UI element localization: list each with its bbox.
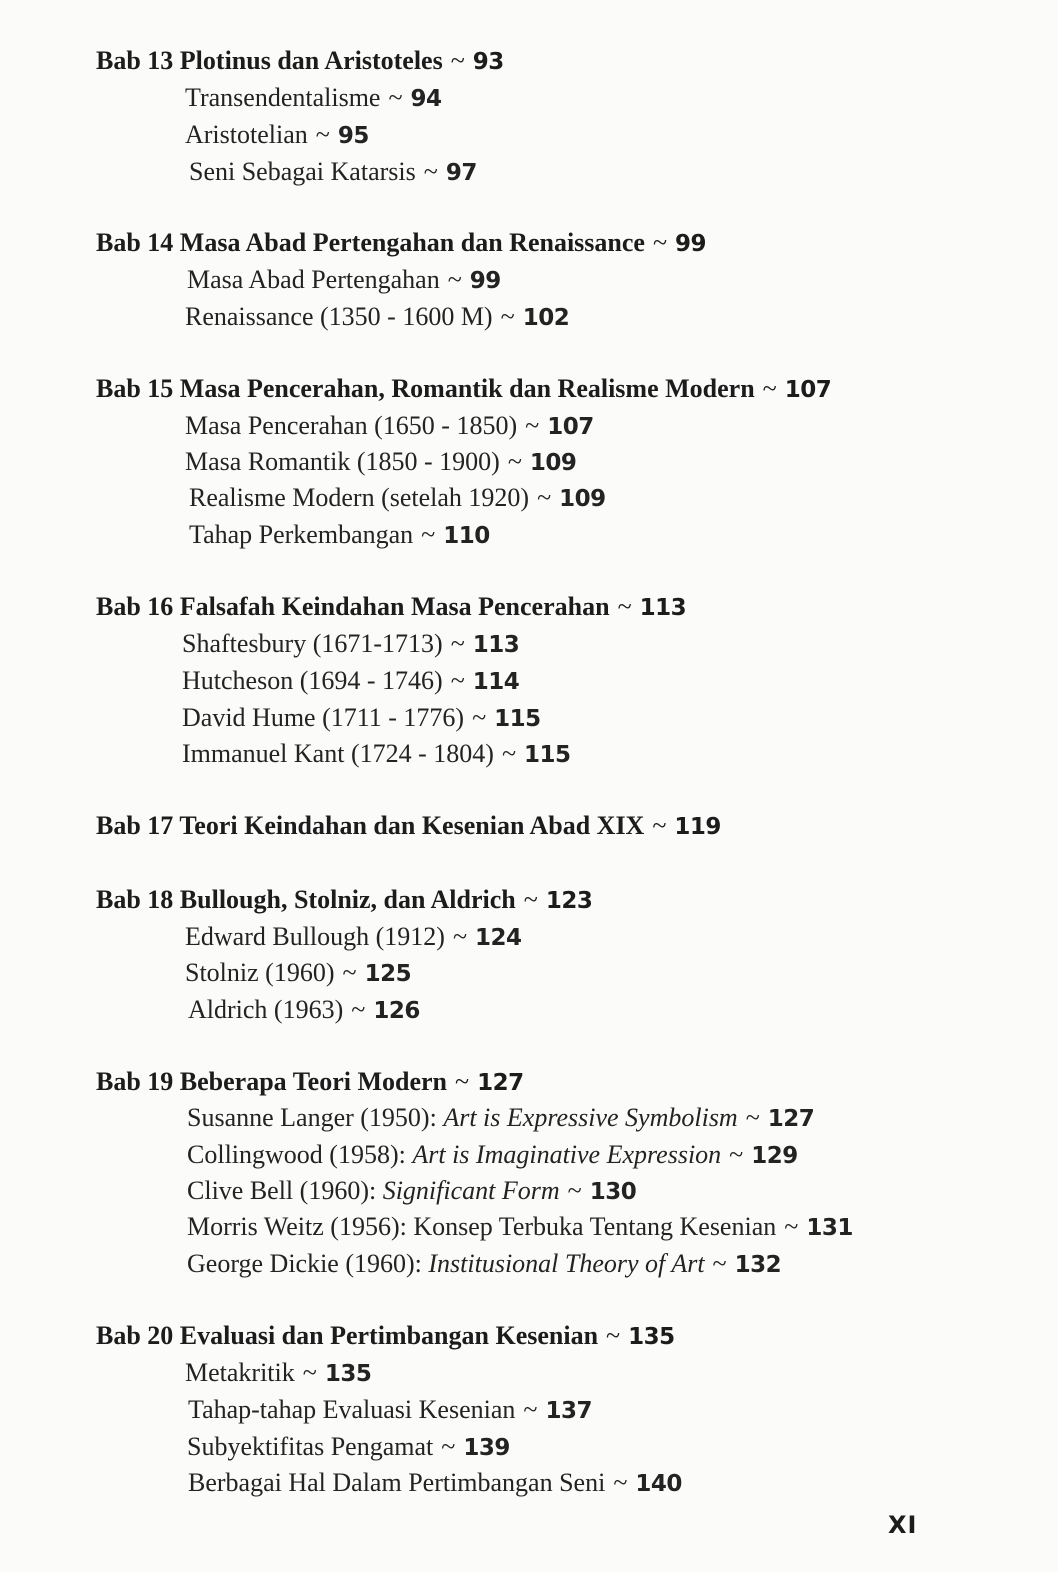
page-number: 119 [674,814,721,840]
page-number: 129 [751,1143,798,1169]
page-number: 115 [524,742,571,768]
page-number: 99 [675,231,707,257]
separator-tilde: ~ [507,447,522,476]
page-number: 107 [547,414,594,440]
separator-tilde: ~ [613,1468,628,1497]
page-number: 107 [784,377,832,403]
chapter-title: Bab 14 Masa Abad Pertengahan dan Renaissance [96,228,645,257]
toc-section [182,739,571,770]
separator-tilde: ~ [441,1432,456,1461]
toc-chapter-15 [96,374,831,405]
separator-tilde: ~ [472,703,487,732]
page-number: 110 [443,523,490,549]
page-number: 113 [472,632,520,658]
page-number: 139 [463,1435,510,1461]
toc-section [182,666,519,697]
toc-chapter-18 [96,885,592,916]
section-title: Seni Sebagai Katarsis [189,157,416,186]
separator-tilde: ~ [537,483,552,512]
page-number: 114 [472,669,520,695]
separator-tilde: ~ [452,922,468,951]
page-number: 109 [559,486,606,512]
page-number: 94 [410,86,442,112]
toc-section [185,922,522,953]
section-title: Clive Bell (1960): [187,1176,377,1205]
section-title: Masa Pencerahan (1650 - 1850) [185,411,518,440]
page-number: 115 [494,706,541,732]
separator-tilde: ~ [501,739,517,768]
toc-section [182,629,519,660]
section-title: Realisme Modern (setelah 1920) [189,483,530,512]
chapter-title: Bab 13 Plotinus dan Aristoteles [96,46,443,75]
toc-chapter-13 [96,46,504,77]
toc-chapter-20 [96,1321,675,1352]
section-title: Immanuel Kant (1724 - 1804) [182,739,494,768]
separator-tilde: ~ [450,46,465,75]
page-number: 135 [628,1324,675,1350]
separator-tilde: ~ [500,302,515,331]
section-title: Masa Abad Pertengahan [187,265,440,294]
toc-section [187,1176,636,1207]
chapter-title: Bab 15 Masa Pencerahan, Romantik dan Realisme Modern [96,374,755,403]
separator-tilde: ~ [712,1249,727,1278]
page-number: 99 [469,268,501,294]
section-title: Subyektifitas Pengamat [187,1432,434,1461]
toc-chapter-16 [96,592,686,623]
toc-section [185,83,442,114]
toc-section [182,703,541,734]
section-title: Tahap-tahap Evaluasi Kesenian [188,1395,516,1424]
chapter-title: Bab 18 Bullough, Stolniz, dan Aldrich [96,885,516,914]
section-title: David Hume (1711 - 1776) [182,703,465,732]
toc-section [189,157,477,188]
toc-section [185,120,369,151]
section-title: Masa Romantik (1850 - 1900) [185,447,500,476]
page-number: 135 [324,1361,372,1387]
separator-tilde: ~ [315,120,330,149]
separator-tilde: ~ [388,83,403,112]
separator-tilde: ~ [423,157,438,186]
page-number: 137 [545,1398,592,1424]
toc-section [185,411,594,442]
separator-tilde: ~ [523,885,538,914]
separator-tilde: ~ [617,592,632,621]
toc-section [187,1249,781,1280]
section-title: Tahap Perkembangan [189,520,414,549]
toc-section [188,995,420,1026]
page-number: 102 [522,305,570,331]
section-title: Morris Weitz (1956): Konsep Terbuka Tentang Kesenian [187,1212,777,1241]
section-title: Stolniz (1960) [185,958,335,987]
page-number: 123 [545,888,593,914]
separator-tilde: ~ [606,1321,621,1350]
separator-tilde: ~ [342,958,357,987]
toc-section [187,1432,510,1463]
page-number: 130 [589,1179,637,1205]
page-number: 132 [734,1252,782,1278]
chapter-title: Bab 17 Teori Keindahan dan Kesenian Abad XIX [96,811,645,840]
section-title: Hutcheson (1694 - 1746) [182,666,443,695]
section-title: Aldrich (1963) [188,995,344,1024]
separator-tilde: ~ [351,995,366,1024]
toc-section [185,1358,371,1389]
toc-chapter-19 [96,1067,524,1098]
toc-section [188,1468,682,1499]
separator-tilde: ~ [455,1067,470,1096]
chapter-title: Bab 20 Evaluasi dan Pertimbangan Kesenian [96,1321,599,1350]
page-number: 125 [364,961,412,987]
toc-section [187,1212,853,1243]
page-folio: XI [888,1511,918,1539]
section-title-italic: Institusional Theory of Art [428,1249,705,1278]
separator-tilde: ~ [525,411,540,440]
section-title-italic: Art is Imaginative Expression [412,1140,722,1169]
toc-section [185,302,569,333]
toc-section [185,958,411,989]
section-title: Susanne Langer (1950): [187,1103,437,1132]
toc-section [185,447,576,478]
section-title: Collingwood (1958): [187,1140,406,1169]
toc-section [187,265,501,296]
separator-tilde: ~ [652,811,667,840]
section-title: Berbagai Hal Dalam Pertimbangan Seni [188,1468,606,1497]
page-number: 113 [639,595,687,621]
section-title-italic: Art is Expressive Symbolism [443,1103,738,1132]
toc-chapter-14 [96,228,706,259]
separator-tilde: ~ [523,1395,538,1424]
toc-chapter-17 [96,811,721,842]
section-title: Metakritik [185,1358,295,1387]
page-number: 95 [337,123,369,149]
page-number: 131 [806,1215,853,1241]
page-number: 93 [472,49,504,75]
separator-tilde: ~ [762,374,777,403]
toc-section [187,1140,798,1171]
separator-tilde: ~ [652,228,668,257]
section-title: Aristotelian [185,120,308,149]
section-title-italic: Significant Form [382,1176,560,1205]
separator-tilde: ~ [447,265,462,294]
section-title: Shaftesbury (1671-1713) [182,629,443,658]
section-title: Renaissance (1350 - 1600 M) [185,302,493,331]
separator-tilde: ~ [450,629,465,658]
section-title: George Dickie (1960): [187,1249,422,1278]
page-number: 109 [529,450,577,476]
toc-section [189,520,490,551]
separator-tilde: ~ [450,666,465,695]
page-number: 124 [475,925,522,951]
separator-tilde: ~ [421,520,436,549]
page-number: 127 [477,1070,524,1096]
separator-tilde: ~ [745,1103,760,1132]
page-number: 140 [635,1471,682,1497]
separator-tilde: ~ [302,1358,317,1387]
section-title: Edward Bullough (1912) [185,922,445,951]
separator-tilde: ~ [784,1212,799,1241]
chapter-title: Bab 19 Beberapa Teori Modern [96,1067,448,1096]
page-number: 126 [373,998,420,1024]
separator-tilde: ~ [567,1176,582,1205]
separator-tilde: ~ [729,1140,744,1169]
toc-section [189,483,606,514]
page-number: 127 [767,1106,815,1132]
section-title: Transendentalisme [185,83,381,112]
page-number: 97 [445,160,477,186]
chapter-title: Bab 16 Falsafah Keindahan Masa Pencerahan [96,592,610,621]
toc-section [187,1103,814,1134]
toc-section [188,1395,592,1426]
